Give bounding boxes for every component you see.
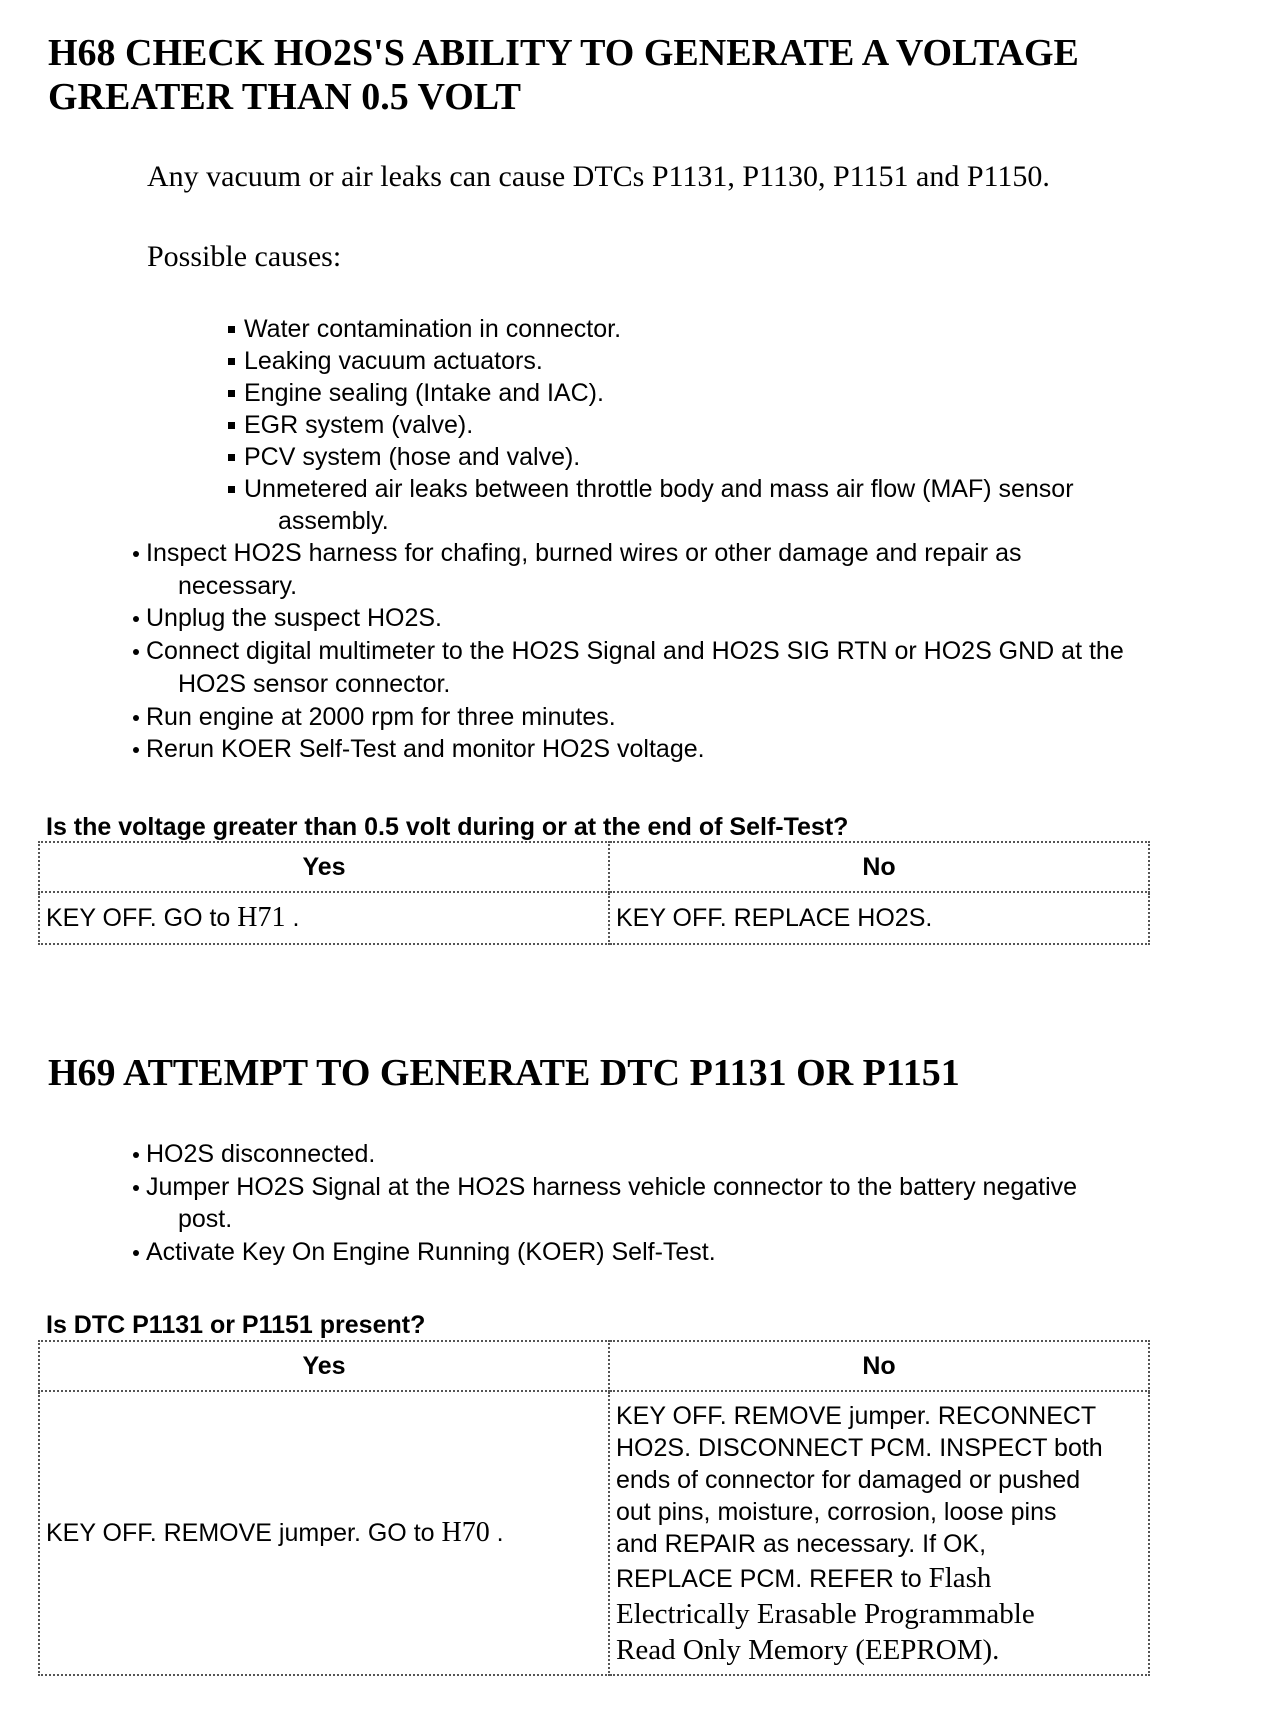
h68-causes-label: Possible causes:: [147, 240, 342, 273]
h68-title-line1: H68 CHECK HO2S'S ABILITY TO GENERATE A VOLTAGE: [48, 32, 1079, 74]
list-item: Jumper HO2S Signal at the HO2S harness vehicle connector to the battery negative post.: [130, 1171, 1250, 1236]
h68-result-table: [38, 841, 1150, 945]
h69-title: H69 ATTEMPT TO GENERATE DTC P1131 OR P1151: [48, 1052, 960, 1094]
table-header-row: [39, 1341, 1149, 1391]
h68-steps-list: [130, 537, 1250, 766]
list-item: Inspect HO2S harness for chafing, burned wires or other damage and repair as necessary.: [130, 537, 1250, 602]
h71-link[interactable]: H71: [237, 902, 286, 933]
h70-link[interactable]: H70: [441, 1517, 490, 1548]
round-bullet-icon: [133, 1185, 139, 1191]
list-item: Connect digital multimeter to the HO2S Signal and HO2S SIG RTN or HO2S GND at the HO2S sensor connector.: [130, 635, 1250, 700]
yes-cell: KEY OFF. REMOVE jumper. GO to H70 .: [39, 1391, 609, 1675]
table-header-row: [39, 842, 1149, 892]
no-cell: KEY OFF. REPLACE HO2S.: [609, 892, 1149, 944]
h69-question: Is DTC P1131 or P1151 present?: [46, 1311, 426, 1339]
no-header: No: [609, 842, 1149, 892]
list-item: Leaking vacuum actuators.: [228, 345, 1188, 377]
list-item: Run engine at 2000 rpm for three minutes.: [130, 701, 1250, 734]
h69-result-table: [38, 1340, 1150, 1676]
round-bullet-icon: [133, 1152, 139, 1158]
list-item: Rerun KOER Self-Test and monitor HO2S voltage.: [130, 733, 1250, 766]
yes-header: Yes: [39, 842, 609, 892]
no-cell: KEY OFF. REMOVE jumper. RECONNECT HO2S. DISCONNECT PCM. INSPECT both ends of connector for damaged or pushed out pins, moisture, corrosion, loose pins and REPAIR as necessary. If OK, REPLACE PCM. REFER to Flash Electrically Erasable Programmable Read Only Memory (EEPROM).: [609, 1391, 1149, 1675]
h68-intro: Any vacuum or air leaks can cause DTCs P1131, P1130, P1151 and P1150.: [147, 160, 1050, 193]
square-bullet-icon: [228, 422, 235, 429]
list-item: Unplug the suspect HO2S.: [130, 602, 1250, 635]
round-bullet-icon: [133, 649, 139, 655]
h68-title-line2: GREATER THAN 0.5 VOLT: [48, 76, 521, 118]
round-bullet-icon: [133, 551, 139, 557]
list-item: Water contamination in connector.: [228, 313, 1188, 345]
eeprom-link[interactable]: Flash: [928, 1562, 992, 1594]
list-item: PCV system (hose and valve).: [228, 441, 1188, 473]
square-bullet-icon: [228, 326, 235, 333]
round-bullet-icon: [133, 715, 139, 721]
list-item: EGR system (valve).: [228, 409, 1188, 441]
table-row: [39, 892, 1149, 944]
square-bullet-icon: [228, 358, 235, 365]
list-item: HO2S disconnected.: [130, 1138, 1250, 1171]
table-row: [39, 1391, 1149, 1675]
round-bullet-icon: [133, 747, 139, 753]
square-bullet-icon: [228, 390, 235, 397]
h68-question: Is the voltage greater than 0.5 volt during or at the end of Self-Test?: [46, 813, 849, 841]
list-item: Engine sealing (Intake and IAC).: [228, 377, 1188, 409]
yes-cell: KEY OFF. GO to H71 .: [39, 892, 609, 944]
round-bullet-icon: [133, 616, 139, 622]
yes-header: Yes: [39, 1341, 609, 1391]
list-item: Activate Key On Engine Running (KOER) Self-Test.: [130, 1236, 1250, 1269]
square-bullet-icon: [228, 454, 235, 461]
h69-steps-list: [130, 1138, 1250, 1269]
round-bullet-icon: [133, 1250, 139, 1256]
square-bullet-icon: [228, 486, 235, 493]
no-header: No: [609, 1341, 1149, 1391]
list-item: Unmetered air leaks between throttle body and mass air flow (MAF) sensor assembly.: [228, 473, 1188, 537]
h68-causes-list: [228, 313, 1188, 537]
